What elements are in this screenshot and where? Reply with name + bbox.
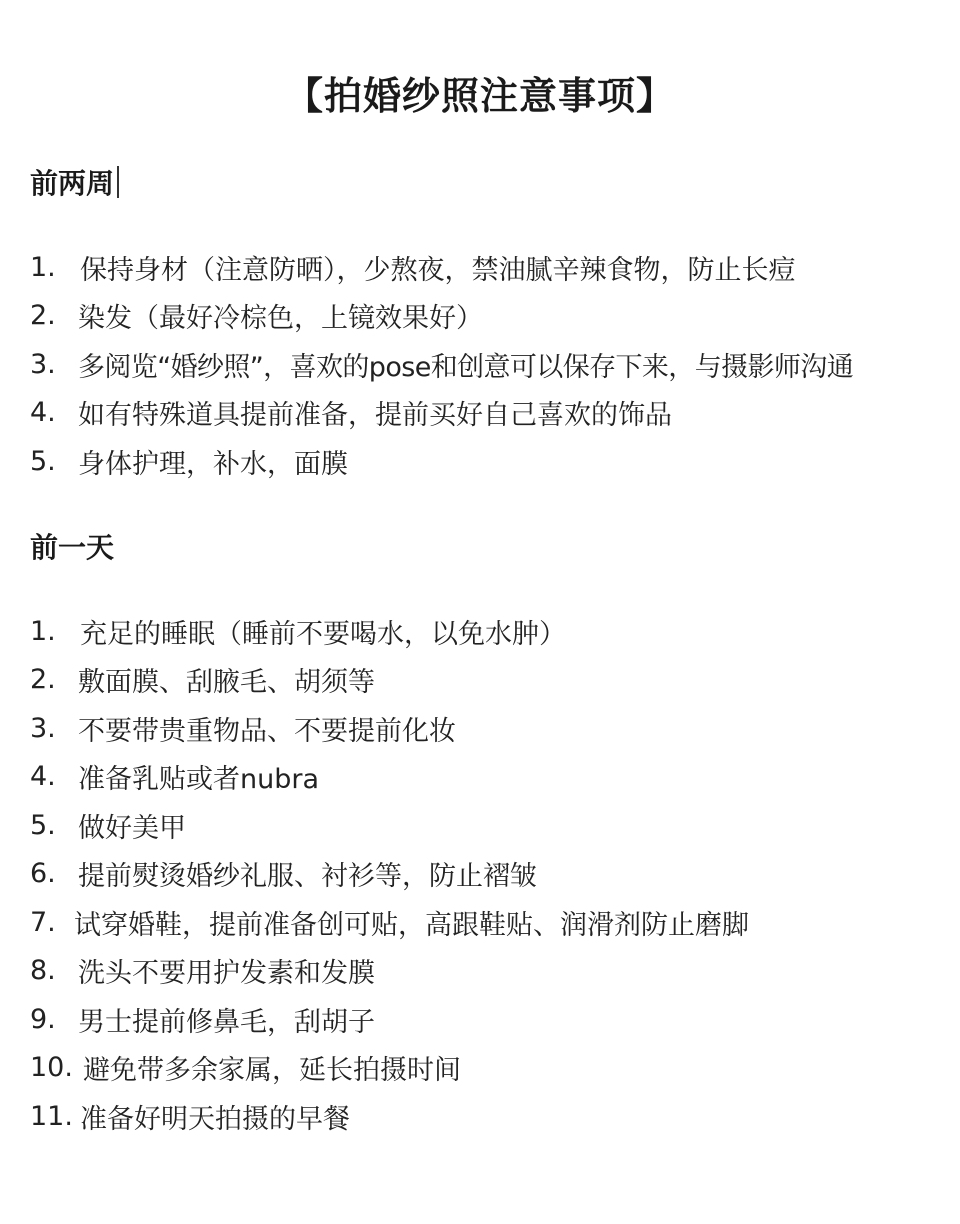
item-text: 染发（最好冷棕色，上镜效果好）: [78, 303, 483, 335]
checklist-day-before: [30, 607, 950, 1141]
list-item: [30, 389, 950, 438]
item-text: 不要带贵重物品、不要提前化妆: [78, 715, 456, 747]
item-number: 2.: [30, 664, 56, 696]
section-heading-day-before: [30, 528, 114, 568]
item-text: 身体护理，补水，面膜: [78, 448, 348, 480]
item-text: 男士提前修鼻毛，刮胡子: [78, 1006, 375, 1038]
item-number: 10.: [30, 1052, 73, 1084]
list-item: [30, 292, 950, 341]
text-cursor: [117, 166, 119, 198]
list-item: [30, 704, 950, 753]
item-text: 提前熨烫婚纱礼服、衬衫等，防止褶皱: [78, 861, 537, 893]
item-text: 做好美甲: [78, 812, 186, 844]
item-number: 5.: [30, 809, 56, 841]
item-number: 3.: [30, 348, 56, 380]
list-item: [30, 898, 950, 947]
item-text: 多阅览“婚纱照”，喜欢的pose和创意可以保存下来，与摄影师沟通: [78, 351, 854, 383]
item-number: 4.: [30, 761, 56, 793]
list-item: [30, 437, 950, 486]
item-text: 敷面膜、刮腋毛、胡须等: [78, 667, 375, 699]
item-text: 避免带多余家属，延长拍摄时间: [83, 1055, 461, 1087]
item-number: 2.: [30, 300, 56, 332]
list-item: [30, 801, 950, 850]
list-item: [30, 340, 950, 389]
item-text: 洗头不要用护发素和发膜: [78, 958, 375, 990]
section-heading-text: 前两周: [30, 167, 115, 200]
list-item: [30, 995, 950, 1044]
item-number: 1.: [30, 251, 56, 283]
item-text: 准备乳贴或者nubra: [78, 764, 320, 796]
item-number: 9.: [30, 1003, 56, 1035]
list-item: [30, 243, 950, 292]
list-item: [30, 947, 950, 996]
item-number: 4.: [30, 397, 56, 429]
list-item: [30, 850, 950, 899]
list-item: [30, 656, 950, 705]
section-heading-two-weeks-before: [30, 164, 119, 204]
page-title: 【拍婚纱照注意事项】: [284, 74, 675, 118]
section-heading-text: 前一天: [30, 531, 115, 564]
item-text: 保持身材（注意防晒），少熬夜，禁油腻辛辣食物，防止长痘: [80, 254, 796, 286]
item-text: 试穿婚鞋，提前准备创可贴，高跟鞋贴、润滑剂防止磨脚: [74, 909, 749, 941]
item-number: 1.: [30, 615, 56, 647]
checklist-two-weeks-before: [30, 243, 950, 486]
item-number: 3.: [30, 712, 56, 744]
list-item: [30, 1092, 950, 1141]
item-number: 8.: [30, 955, 56, 987]
list-item: [30, 607, 950, 656]
item-text: 准备好明天拍摄的早餐: [80, 1103, 350, 1135]
item-number: 7.: [30, 906, 56, 938]
item-number: 5.: [30, 445, 56, 477]
item-text: 充足的睡眠（睡前不要喝水，以免水肿）: [80, 618, 566, 650]
item-text: 如有特殊道具提前准备，提前买好自己喜欢的饰品: [78, 400, 672, 432]
list-item: [30, 1044, 950, 1093]
item-number: 11.: [30, 1100, 73, 1132]
item-number: 6.: [30, 858, 56, 890]
list-item: [30, 753, 950, 802]
